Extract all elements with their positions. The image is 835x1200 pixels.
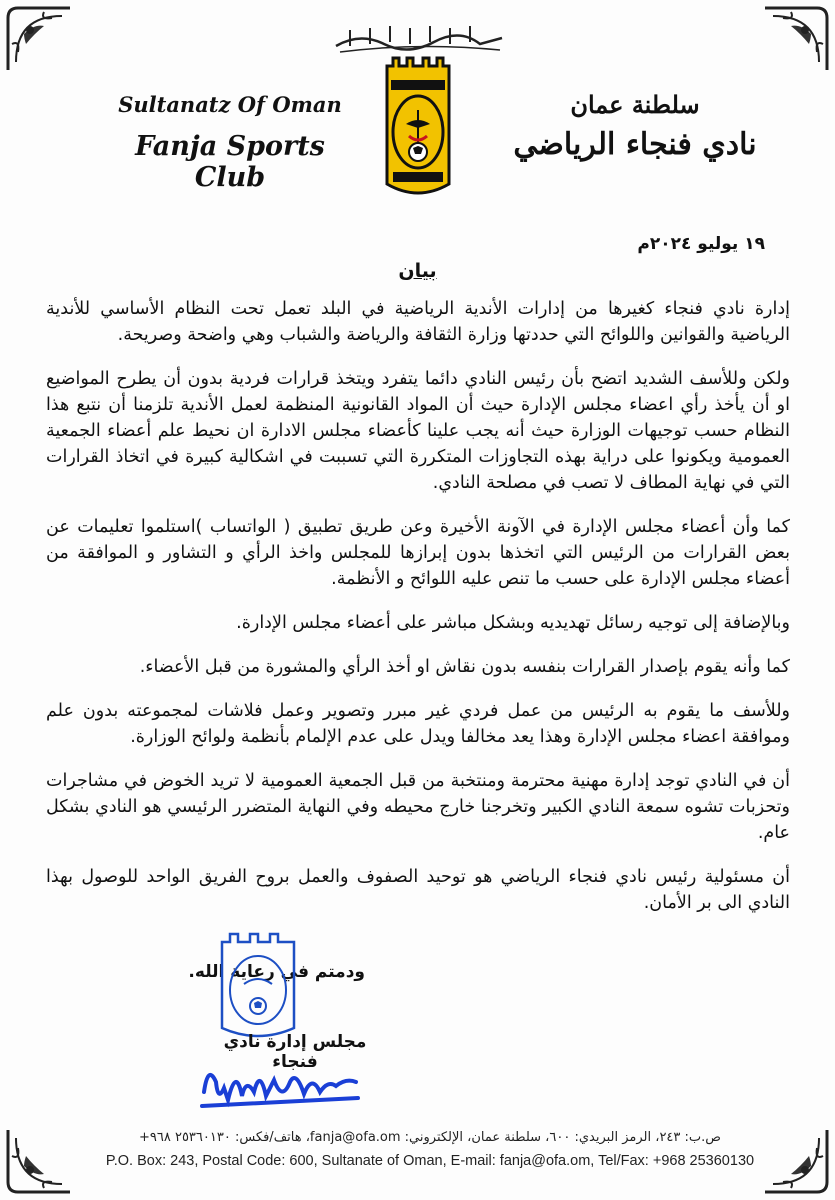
footer-contact-en: P.O. Box: 243, Postal Code: 600, Sultanate of Oman, E-mail: fanja@ofa.om, Tel/Fax: +968 25360130	[105, 1153, 755, 1169]
body-paragraph: أن في النادي توجد إدارة مهنية محترمة ومنتخبة من قبل الجمعية العمومية لا تريد الخوض في مشاجرات وتحزبات تشوه سمعة النادي الكبير وتخرجنا خارج محيطه وفي النهاية المتضرر الرئيسي هو النادي بشكل عام.	[46, 771, 790, 843]
body-paragraph: كما وأنه يقوم بإصدار القرارات بنفسه بدون نقاش او أخذ الرأي والمشورة من قبل الأعضاء.	[139, 657, 790, 677]
signatory-name: مجلس إدارة نادي فنجاء	[223, 1032, 367, 1072]
english-letterhead	[105, 92, 355, 193]
closing-line: ودمتم في رعاية الله.	[188, 962, 365, 982]
club-logo-icon	[381, 52, 455, 202]
body-paragraph: أن مسئولية رئيس نادي فنجاء الرياضي هو توحيد الصفوف والعمل بروح الفريق الواحد للوصول بهذا النادي الى بر الأمان.	[46, 867, 790, 913]
footer-contact-ar: ص.ب: ٢٤٣، الرمز البريدي: ٦٠٠، سلطنة عمان، الإلكتروني: fanja@ofa.om، هاتف/فكس: ٢٥٣٦٠١٣٠ ٩٦٨+	[138, 1130, 722, 1145]
country-name-ar: سلطنة عمان	[570, 90, 700, 119]
body-paragraph: إدارة نادي فنجاء كغيرها من إدارات الأندية الرياضية في البلد تعمل تحت النظام الأساسي للأندية الرياضية والقوانين واللوائح التي حددتها وزارة الثقافة والرياضة والشباب وهي واضحة وصريحة.	[46, 299, 790, 345]
body-paragraph: كما وأن أعضاء مجلس الإدارة في الآونة الأخيرة وعن طريق تطبيق ( الواتساب )استلموا تعليمات عن بعض القرارات من الرئيس التي اتخذها بدون إبرازها للمجلس واخذ الرأي و التشاور و الموافقة من أعضاء مجلس الإدارة على حسب ما تنص عليه اللوائح و الأنظمة.	[46, 517, 790, 589]
club-name-en: Fanja Sports Club	[135, 131, 325, 193]
letter-footer	[80, 1130, 780, 1169]
ornament-corner-icon	[4, 4, 74, 74]
club-seal-stamp-icon	[210, 928, 306, 1044]
basmala-calligraphy	[330, 20, 510, 56]
country-name-en: Sultanatz Of Oman	[118, 92, 342, 117]
body-paragraph: ولكن وللأسف الشديد اتضح بأن رئيس النادي دائما يتفرد ويتخذ قرارات فردية بدون أن يطرح المواضيع او أن يأخذ رأي اعضاء مجلس الإدارة حيث أن المواد القانونية المنظمة لعمل الأندية تلزمنا أن نتبع هذا النظام حسب توجيهات الوزارة حيث أنه يجب علينا كأعضاء مجلس الادارة ان نحيط علم أعضاء الجمعية العمومية ويكونوا على دراية بهذه التجاوزات المتكررة التي تسببت في اشكالية كبيرة في اتخاذ القرارات التي في نهاية المطاف لا تصب في مصلحة النادي.	[46, 369, 790, 493]
body-paragraph: وللأسف ما يقوم به الرئيس من عمل فردي غير مبرر وتصوير وعمل فلاشات لمجموعته بدون علم وموافقة اعضاء مجلس الإدارة وهذا يعد مخالفا ويدل على عدم الإلمام بأنظمة ولوائح الوزارة.	[46, 701, 790, 747]
club-name-ar: نادي فنجاء الرياضي	[513, 127, 757, 162]
ornament-corner-icon	[761, 4, 831, 74]
body-paragraph: وبالإضافة إلى توجيه رسائل تهديديه وبشكل مباشر على أعضاء مجلس الإدارة.	[236, 613, 790, 633]
letter-date: ١٩ يوليو ٢٠٢٤م	[637, 234, 765, 254]
arabic-letterhead	[505, 90, 765, 162]
statement-body	[46, 296, 790, 934]
signature-icon	[196, 1052, 366, 1114]
statement-title: بيان	[398, 260, 437, 282]
ornament-corner-icon	[4, 1126, 74, 1196]
